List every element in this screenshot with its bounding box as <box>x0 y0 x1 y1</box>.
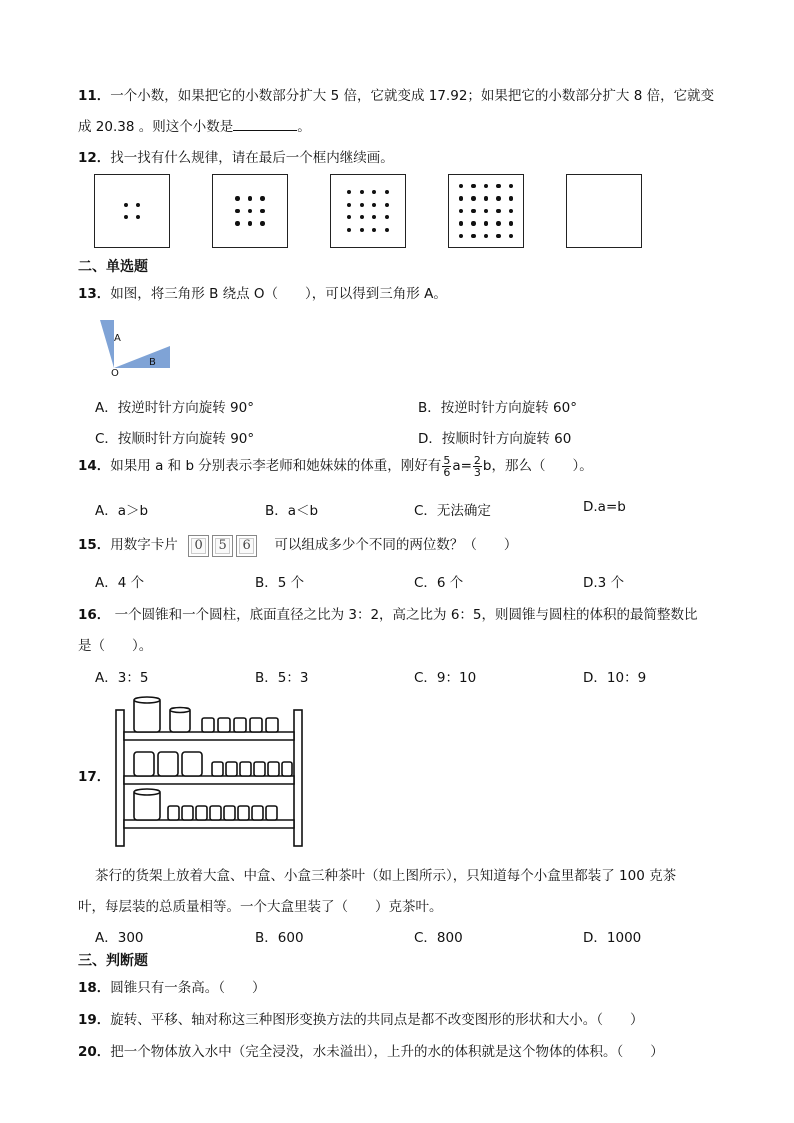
option-d[interactable]: D．10：9 <box>583 670 647 686</box>
dot <box>360 190 364 194</box>
dot <box>347 228 351 232</box>
option-b[interactable]: B．5：3 <box>255 670 309 686</box>
digit-card: 0 <box>188 535 209 557</box>
dot <box>248 196 252 200</box>
label-o: O <box>111 368 119 376</box>
question-11-line2 <box>78 115 311 135</box>
dot <box>459 234 463 238</box>
question-12 <box>78 146 394 166</box>
small-box <box>250 718 262 732</box>
denominator: 6 <box>443 465 451 479</box>
option-a[interactable]: A．3：5 <box>95 670 149 686</box>
dot <box>385 228 389 232</box>
option-a[interactable]: A．300 <box>95 930 144 946</box>
dot <box>235 221 239 225</box>
triangle-a <box>100 320 114 368</box>
fraction-5-6 <box>442 455 451 478</box>
small-box <box>226 762 237 776</box>
small-box <box>282 762 292 776</box>
question-17-line2: 叶，每层装的总质量相等。一个大盒里装了（ ）克茶叶。 <box>78 899 443 915</box>
question-text: 把一个物体放入水中（完全浸没，水未溢出），上升的水的体积就是这个物体的体积。（ ） <box>110 1044 664 1060</box>
small-box <box>268 762 279 776</box>
question-text: 圆锥只有一条高。（ ） <box>110 980 266 996</box>
small-box <box>254 762 265 776</box>
digit-card: 6 <box>236 535 257 557</box>
question-number: 20． <box>78 1044 111 1060</box>
small-box <box>218 718 230 732</box>
option-b[interactable]: B．5 个 <box>255 575 305 591</box>
option-d[interactable]: D.3 个 <box>583 575 625 591</box>
dot <box>471 234 475 238</box>
small-box <box>240 762 251 776</box>
dot <box>484 221 488 225</box>
question-text: 找一找有什么规律，请在最后一个框内继续画。 <box>110 150 394 166</box>
question-number: 14． <box>78 458 111 474</box>
small-box <box>238 806 249 820</box>
small-box <box>266 718 278 732</box>
option-c[interactable]: C．800 <box>414 930 463 946</box>
question-number: 11． <box>78 88 111 104</box>
dot <box>509 196 513 200</box>
label-b: B <box>149 357 156 368</box>
option-d[interactable]: D．按顺时针方向旋转 60 <box>418 431 572 447</box>
small-box <box>182 806 193 820</box>
dot <box>372 215 376 219</box>
section-title: 三、判断题 <box>78 953 148 969</box>
option-c[interactable]: C．按顺时针方向旋转 90° <box>95 431 255 447</box>
dot <box>385 190 389 194</box>
question-number: 19． <box>78 1012 111 1028</box>
dot <box>509 184 513 188</box>
medium-box <box>182 752 202 776</box>
answer-blank[interactable] <box>233 117 297 131</box>
medium-box <box>134 752 154 776</box>
option-a[interactable]: A．a＞b <box>95 503 149 519</box>
dot <box>385 215 389 219</box>
dot <box>347 190 351 194</box>
dot <box>459 184 463 188</box>
dot <box>235 209 239 213</box>
dot <box>509 221 513 225</box>
small-box <box>210 806 221 820</box>
question-18 <box>78 976 266 996</box>
dot <box>372 203 376 207</box>
medium-box <box>158 752 178 776</box>
question-number: 13． <box>78 286 111 302</box>
question-number: 17． <box>78 769 111 785</box>
question-11-line1 <box>78 84 714 104</box>
question-text: 可以组成多少个不同的两位数？（ ） <box>274 537 518 553</box>
fraction-2-3 <box>473 455 482 478</box>
dot-box <box>212 174 288 248</box>
question-text: b，那么（ ）。 <box>482 458 593 474</box>
dot <box>260 196 264 200</box>
empty-answer-box[interactable] <box>566 174 642 248</box>
dot <box>372 190 376 194</box>
label-a: A <box>114 333 121 344</box>
dot <box>471 209 475 213</box>
dot <box>372 228 376 232</box>
dot <box>496 221 500 225</box>
dot <box>136 203 140 207</box>
dot <box>124 203 128 207</box>
dot <box>496 234 500 238</box>
option-d[interactable]: D.a=b <box>583 499 626 515</box>
question-16-line1 <box>78 603 698 623</box>
shelf-post-right <box>294 710 302 846</box>
question-text: 成 20.38 。则这个小数是 <box>78 119 234 135</box>
dot <box>496 196 500 200</box>
question-text: 旋转、平移、轴对称这三种图形变换方法的共同点是都不改变图形的形状和大小。（ ） <box>110 1012 644 1028</box>
section-title: 二、单选题 <box>78 259 148 275</box>
rotation-figure <box>100 316 176 376</box>
dot <box>459 221 463 225</box>
dot <box>459 196 463 200</box>
question-text: 一个圆锥和一个圆柱，底面直径之比为 3：2，高之比为 6：5，则圆锥与圆柱的体积的最简整数比 <box>110 607 698 623</box>
question-text: 。 <box>297 119 311 135</box>
question-16-line2: 是（ ）。 <box>78 638 153 654</box>
shelf-board <box>124 732 294 740</box>
option-b[interactable]: B．a＜b <box>265 503 319 519</box>
dot <box>260 221 264 225</box>
dot <box>484 234 488 238</box>
dot <box>124 215 128 219</box>
question-text: 一个小数，如果把它的小数部分扩大 5 倍，它就变成 17.92；如果把它的小数部分扩大 8 倍，它就变 <box>110 88 715 104</box>
tea-shelf-figure <box>112 694 308 848</box>
dot <box>235 196 239 200</box>
option-a[interactable]: A．4 个 <box>95 575 145 591</box>
question-15 <box>78 533 517 557</box>
shelf-board <box>124 776 294 784</box>
question-number: 16． <box>78 607 111 623</box>
small-box <box>234 718 246 732</box>
option-a[interactable]: A．按逆时针方向旋转 90° <box>95 400 254 416</box>
question-13 <box>78 282 447 302</box>
dot <box>484 196 488 200</box>
dot <box>136 215 140 219</box>
option-c[interactable]: C．6 个 <box>414 575 464 591</box>
dot-box <box>448 174 524 248</box>
small-box <box>196 806 207 820</box>
dot <box>509 209 513 213</box>
digit-card: 5 <box>212 535 233 557</box>
dot <box>484 184 488 188</box>
dot <box>471 184 475 188</box>
numerator: 2 <box>473 453 481 467</box>
dot <box>471 221 475 225</box>
dot <box>248 221 252 225</box>
dot <box>459 209 463 213</box>
shelf-board <box>124 820 294 828</box>
question-text: 用数字卡片 <box>110 537 178 553</box>
small-box <box>202 718 214 732</box>
question-19 <box>78 1008 644 1028</box>
question-number: 12． <box>78 150 111 166</box>
dot-box <box>94 174 170 248</box>
question-text: 如图，将三角形 B 绕点 O（ ），可以得到三角形 A。 <box>110 286 447 302</box>
question-number: 15． <box>78 537 111 553</box>
dot <box>248 209 252 213</box>
shelf-post-left <box>116 710 124 846</box>
small-box <box>168 806 179 820</box>
question-20 <box>78 1040 664 1060</box>
dot <box>360 215 364 219</box>
denominator: 3 <box>473 465 481 479</box>
dot <box>496 209 500 213</box>
dot-box <box>330 174 406 248</box>
question-17-line1: 茶行的货架上放着大盒、中盒、小盒三种茶叶（如上图所示），只知道每个小盒里都装了 100 克茶 <box>95 868 677 884</box>
option-b[interactable]: B．600 <box>255 930 304 946</box>
question-text: a= <box>452 458 472 474</box>
question-14 <box>78 454 593 478</box>
triangle-b <box>114 346 170 368</box>
option-d[interactable]: D．1000 <box>583 930 642 946</box>
dot <box>385 203 389 207</box>
dot <box>484 209 488 213</box>
question-number: 18． <box>78 980 111 996</box>
question-text: 如果用 a 和 b 分别表示李老师和她妹妹的体重，刚好有 <box>110 458 442 474</box>
numerator: 5 <box>443 453 451 467</box>
dot <box>471 196 475 200</box>
small-box <box>224 806 235 820</box>
option-c[interactable]: C．9：10 <box>414 670 477 686</box>
dot <box>347 203 351 207</box>
option-b[interactable]: B．按逆时针方向旋转 60° <box>418 400 577 416</box>
dot <box>360 228 364 232</box>
small-box <box>252 806 263 820</box>
small-box <box>266 806 277 820</box>
dot <box>496 184 500 188</box>
dot <box>260 209 264 213</box>
small-box <box>212 762 223 776</box>
dot <box>509 234 513 238</box>
option-c[interactable]: C．无法确定 <box>414 503 491 519</box>
dot <box>347 215 351 219</box>
dot <box>360 203 364 207</box>
